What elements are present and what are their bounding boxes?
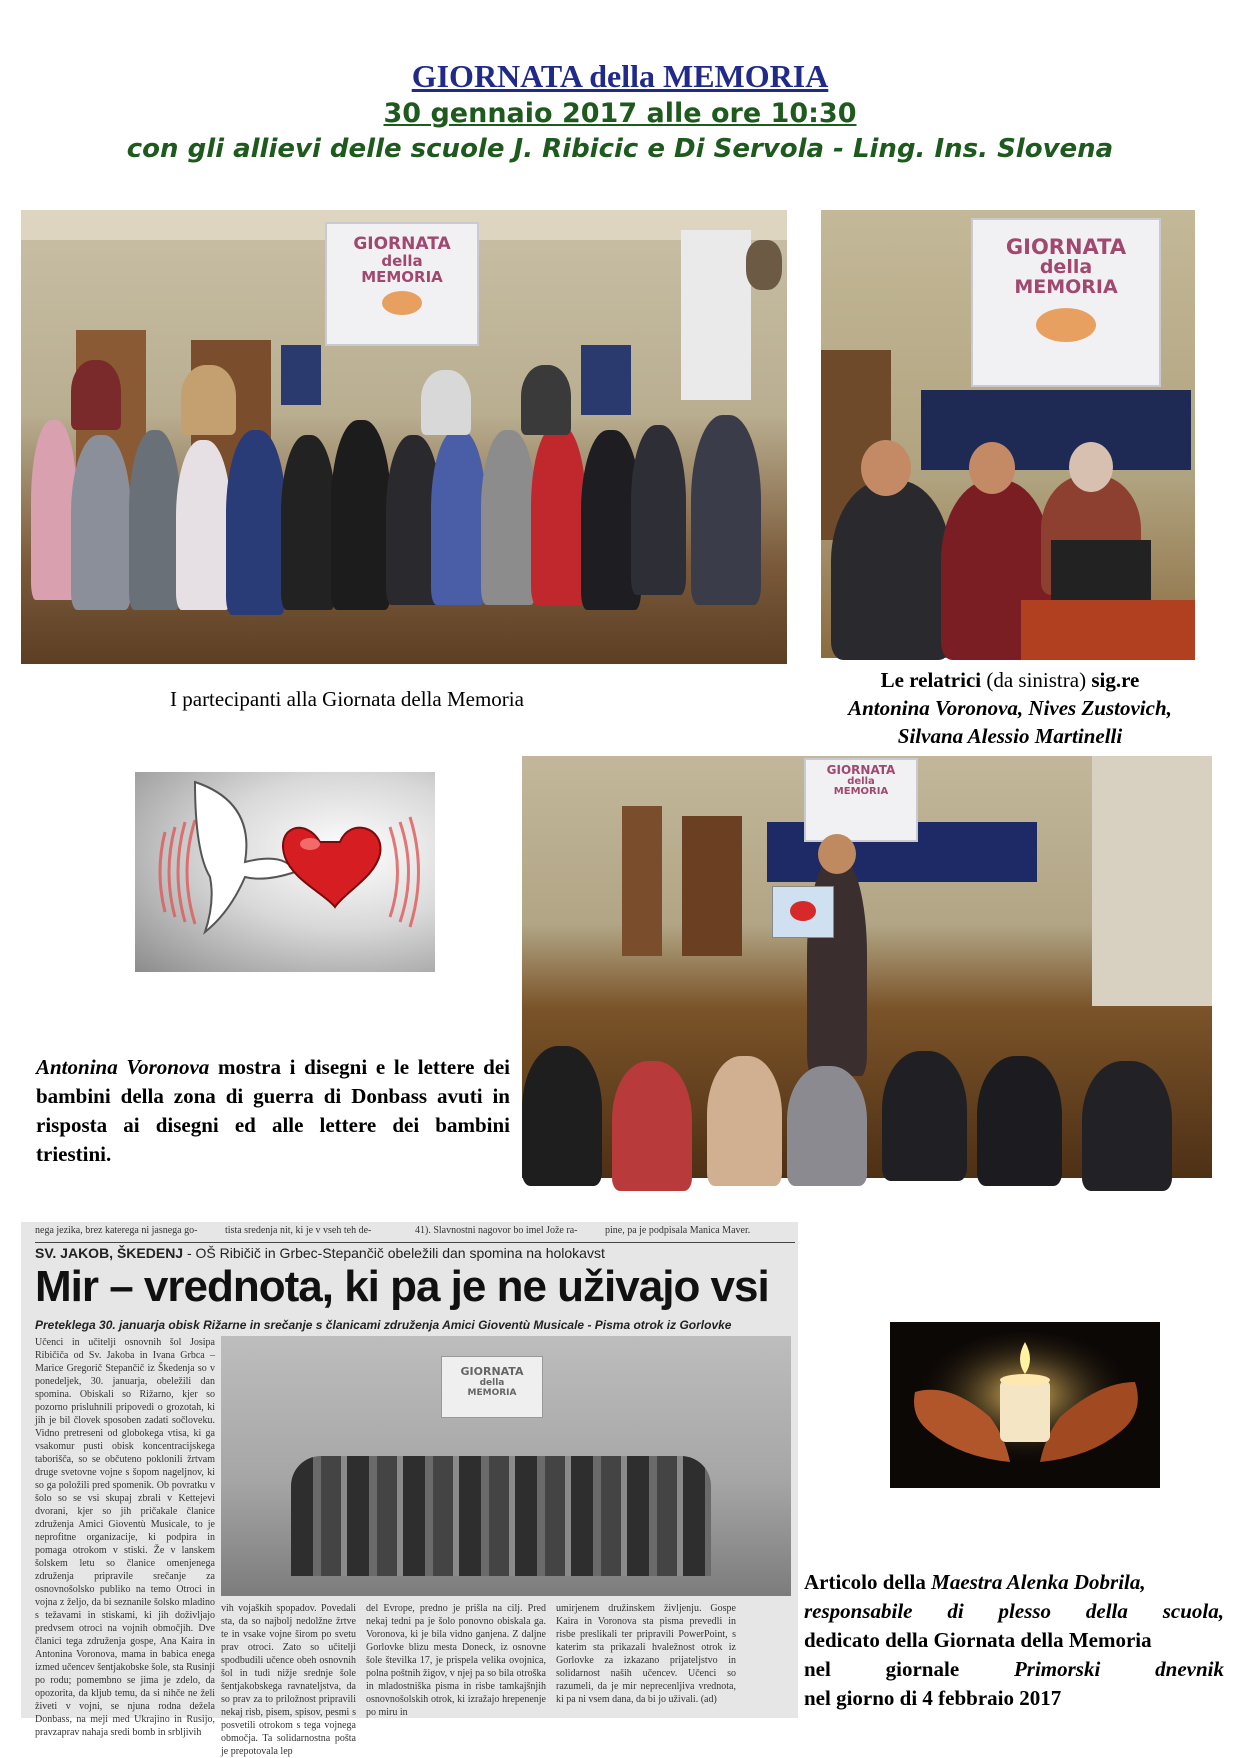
newspaper-column-2: vih vojaških spopadov. Povedali sta, da so najbolj nedolžne žrtve te in vsake vojne širom po svetu prav otroci. Zato so učitelji spodbudili učence obeh osnovnih šol in tudi nižje srednje šole šentjakobskega ravnateljstva, da so prav za to priložnost pripravili nekaj risb, pisem, spisov, pesmi s posvetili otrokom s tega vojnega območja. Ta solidarnostna pošta je prepotovala lep <box>221 1603 356 1757</box>
candle-icon <box>1000 1380 1050 1442</box>
event-schools: con gli allievi delle scuole J. Ribicic e Di Servola - Ling. Ins. Slovena <box>126 134 1114 164</box>
seated-children <box>522 1026 1212 1178</box>
page-title: GIORNATA della MEMORIA <box>411 58 829 94</box>
voronova-caption: Antonina Voronova mostra i disegni e le lettere dei bambini della zona di guerra di Donbass avuti in risposta ai disegni ed alle lettere dei bambini triestini. <box>36 1055 510 1166</box>
projection-screen: GIORNATA della MEMORIA <box>971 218 1161 387</box>
group-of-children <box>31 360 791 660</box>
candle-illustration <box>890 1322 1160 1488</box>
participants-photo <box>21 210 787 664</box>
newspaper-kicker: SV. JAKOB, ŠKEDENJ - OŠ Ribičič in Grbec-Stepančič obeležili dan spomina na holokavst <box>35 1242 795 1261</box>
participants-caption: I partecipanti alla Giornata della Memoria <box>170 687 524 711</box>
heart-icon <box>283 828 380 907</box>
newspaper-clipping <box>21 1222 798 1757</box>
newspaper-photo: GIORNATA della MEMORIA <box>221 1336 791 1596</box>
dove-heart-image <box>135 772 435 972</box>
candle-hands-image <box>890 1322 1160 1488</box>
newspaper-top-strip: nega jezika, brez katerega ni jasnega go- tista sredenja nit, ki je v vseh teh de- 41). Slavnostni nagovor bo imel Jože ra- pine, pa je podpisala Manica Maver. <box>35 1225 751 1236</box>
newspaper-column-4: umirjenem družinskem življenju. Gospe Kaira in Voronova sta pisma prevedli in risbe preslikali ter pripravili PowerPoint, s katerim sta prikazali hvaležnost otrok iz Gorlovke za izkazano prijateljstvo in solidarnost naših učencev. Učenci so razumeli, da je mir neprecenljiva vrednota, ki pa ni vsem dana, da bi jo uživali. (ad) <box>556 1603 736 1705</box>
event-date: 30 gennaio 2017 alle ore 10:30 <box>383 98 857 129</box>
article-caption: Articolo della Maestra Alenka Dobrila, responsabile di plesso della scuola, dedicato della Giornata della Memoria nel giornale Primorski dnevnik nel giorno di 4 febbraio 2017 <box>804 1570 1224 1710</box>
projection-screen: GIORNATA della MEMORIA <box>804 758 918 842</box>
projection-screen: GIORNATA della MEMORIA <box>325 222 479 346</box>
newspaper-headline: Mir – vrednota, ki pa je ne uživajo vsi <box>35 1262 769 1311</box>
voronova-presentation-photo <box>522 756 1212 1178</box>
newspaper-column-3: del Evrope, predno je prišla na cilj. Pred nekaj tedni pa je šolo ponovno obiskala ga. Voronova, ki je bila vidno ganjena. Z daljne Gorlovke blizu mesta Doneck, iz osnovne šole številka 17, je prispela velika ovojnica, polna poštnih žigov, v njej pa so bila otroška in mladostniška pisma in risbe tamkajšnjih osnovnošolskih otrok, ki izražajo hrepenenje po miru in <box>366 1603 546 1718</box>
speakers-photo <box>821 210 1195 658</box>
newspaper-deck: Preteklega 30. januarja obisk Rižarne in srečanje s članicami združenja Amici Gioventù Musicale - Pisma otrok iz Gorlovke <box>35 1318 732 1332</box>
newspaper-column-1: Učenci in učitelji osnovnih šol Josipa Ribičiča od Sv. Jakoba in Ivana Grbca – Marice Gregorič Stepančič iz Škedenja so v ponedeljek, 30. januarja, obeležili dan spomina. Obiskali so Rižarno, kjer so pozorno prisluhnili pripovedi o grozotah, ki jih je bil človek sposoben zadati sočloveku. Vidno pretreseni od globokega vtisa, ki ga vsakomur pusti obisk koncentracijskega taborišča, so se občuteno poklonili žrtvam druge svetovne vojne s šopom nageljnov, ki so ga položili pred spomenik. Ob povratku v šolo so se vsi skupaj zbrali v Kettejevi dvorani, kjer so jih pričakale članice združenja Amici Gioventù Musicale, to je neprofitne organizacije, ki podpira in pomaga otrokom v stiski. Že v lanskem šolskem letu so članice omenjenega združenja pripravile srečanje za osnovnošolsko publiko na temo Otroci in vojna z željo, da bi seznanile šolsko mladino s težavami in stiskami, ki jih doživljajo predvsem otroci na vojnih območjih. Dve članici tega združenja gospe, Ana Kaira in Antonina Voronova, mama in babica enega izmed učencev šentjakobske šole, sta Rusinji po rodu; pomembno se jima je zdelo, da opozorita, da kljub temu, da si nihče ne želi živeti v vojni, se njuna rodna dežela Donbass, na meji med Ukrajino in Rusijo, pravzaprav nahaja sredi bomb in srbljivih <box>35 1337 215 1738</box>
child-drawing <box>772 886 834 938</box>
dove-icon <box>195 782 295 932</box>
dove-heart-illustration <box>135 772 435 972</box>
speakers-caption: Le relatrici (da sinistra) sig.re Antonina Voronova, Nives Zustovich, Silvana Alessio Martinelli <box>848 668 1172 748</box>
